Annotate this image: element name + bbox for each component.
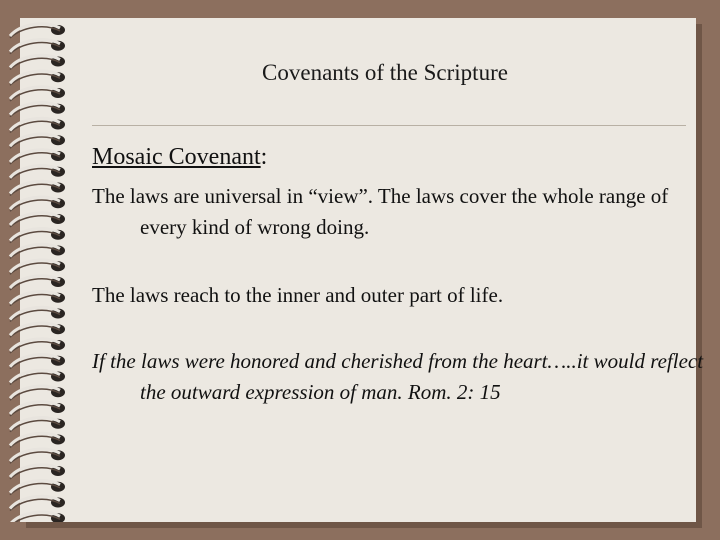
binding-ring — [10, 244, 65, 258]
paragraph-honored-laws: If the laws were honored and cherished from the heart…..it would reflect the outward expression of man. Rom. 2: 15 — [92, 349, 704, 404]
binding-ring — [10, 323, 65, 337]
binding-ring — [10, 213, 65, 227]
binding-ring — [10, 433, 65, 447]
binding-ring — [10, 103, 65, 117]
binding-ring — [10, 481, 65, 495]
binding-ring — [10, 402, 65, 416]
paragraph-universal-laws: The laws are universal in “view”. The laws cover the whole range of every kind of wrong doing. — [92, 184, 669, 239]
binding-ring — [10, 307, 65, 321]
subheading — [92, 142, 672, 173]
binding-ring — [10, 118, 65, 132]
binding-ring — [10, 134, 65, 148]
subheading-colon: : — [260, 144, 268, 170]
paragraph-inner-outer: The laws reach to the inner and outer part of life. — [92, 283, 504, 307]
binding-ring — [10, 24, 65, 38]
binding-ring — [10, 512, 65, 522]
binding-ring — [10, 260, 65, 274]
binding-ring — [10, 339, 65, 353]
binding-ring — [10, 292, 65, 306]
binding-ring — [10, 355, 65, 369]
slide-title: Covenants of the Scripture — [262, 60, 508, 85]
binding-ring — [10, 181, 65, 195]
binding-ring — [10, 71, 65, 85]
binding-ring — [10, 370, 65, 384]
binding-ring — [10, 449, 65, 463]
slide-page — [20, 18, 696, 522]
binding-ring — [10, 197, 65, 211]
binding-ring — [10, 55, 65, 69]
binding-ring — [10, 229, 65, 243]
subheading-text: Mosaic Covenant — [92, 144, 261, 170]
binding-ring — [10, 276, 65, 290]
spiral-binding — [0, 18, 86, 522]
binding-ring — [10, 496, 65, 510]
binding-ring — [10, 418, 65, 432]
binding-ring — [10, 150, 65, 164]
binding-ring — [10, 87, 65, 101]
binding-ring — [10, 465, 65, 479]
binding-ring — [10, 40, 65, 54]
title-divider — [92, 125, 686, 126]
binding-ring — [10, 386, 65, 400]
binding-ring — [10, 166, 65, 180]
